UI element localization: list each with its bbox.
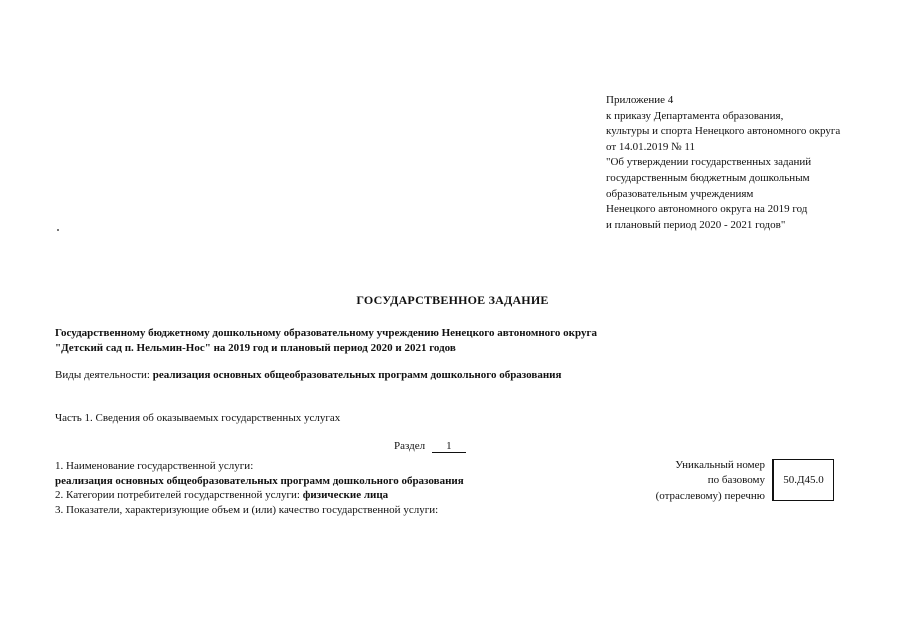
- appendix-line: государственным бюджетным дошкольным: [606, 171, 810, 184]
- appendix-line: Приложение 4: [606, 94, 674, 106]
- service-name-label: 1. Наименование государственной услуги:: [55, 460, 254, 472]
- unique-number-label-1: Уникальный номер: [675, 459, 765, 471]
- appendix-line: образовательным учреждениям: [606, 187, 754, 200]
- appendix-header: [606, 93, 896, 233]
- unique-number-code: 50.Д45.0: [783, 474, 824, 486]
- section-heading: [394, 440, 466, 453]
- service-name-value: реализация основных общеобразовательных программ дошкольного образования: [55, 474, 464, 487]
- unique-number-labels: [656, 458, 765, 504]
- service-consumers-line: [55, 488, 464, 503]
- part-heading: Часть 1. Сведения об оказываемых государственных услугах: [55, 412, 341, 424]
- recipient-block: [55, 326, 597, 356]
- appendix-line: и плановый период 2020 - 2021 годов": [606, 218, 786, 231]
- unique-number-label-2: по базовому: [707, 474, 765, 487]
- section-number: 1: [432, 440, 466, 453]
- activities-value: реализация основных общеобразовательных программ дошкольного образования: [152, 369, 562, 381]
- recipient-line-1: Государственному бюджетному дошкольному образовательному учреждению Ненецкого автономного округа: [55, 327, 597, 339]
- consumers-label: 2. Категории потребителей государственной услуги:: [55, 489, 300, 501]
- appendix-line: "Об утверждении государственных заданий: [606, 156, 812, 169]
- indicators-label: 3. Показатели, характеризующие объем и (или) качество государственной услуги:: [55, 503, 439, 516]
- appendix-line: Ненецкого автономного округа на 2019 год: [606, 203, 808, 216]
- scan-speck: [57, 229, 59, 231]
- recipient-line-2: "Детский сад п. Нельмин-Нос" на 2019 год и плановый период 2020 и 2021 годов: [55, 342, 456, 354]
- appendix-line: культуры и спорта Ненецкого автономного округа: [606, 125, 841, 138]
- appendix-line: от 14.01.2019 № 11: [606, 140, 695, 153]
- document-title: ГОСУДАРСТВЕННОЕ ЗАДАНИЕ: [356, 293, 549, 307]
- unique-number-label-3: (отраслевому) перечню: [655, 489, 765, 502]
- activities-label: Виды деятельности:: [55, 369, 150, 381]
- consumers-value: физические лица: [302, 489, 389, 501]
- unique-number-box: [772, 459, 834, 501]
- appendix-line: к приказу Департамента образования,: [606, 109, 784, 122]
- activities-line: [55, 369, 561, 381]
- service-details: [55, 459, 464, 517]
- section-label: Раздел: [394, 440, 426, 452]
